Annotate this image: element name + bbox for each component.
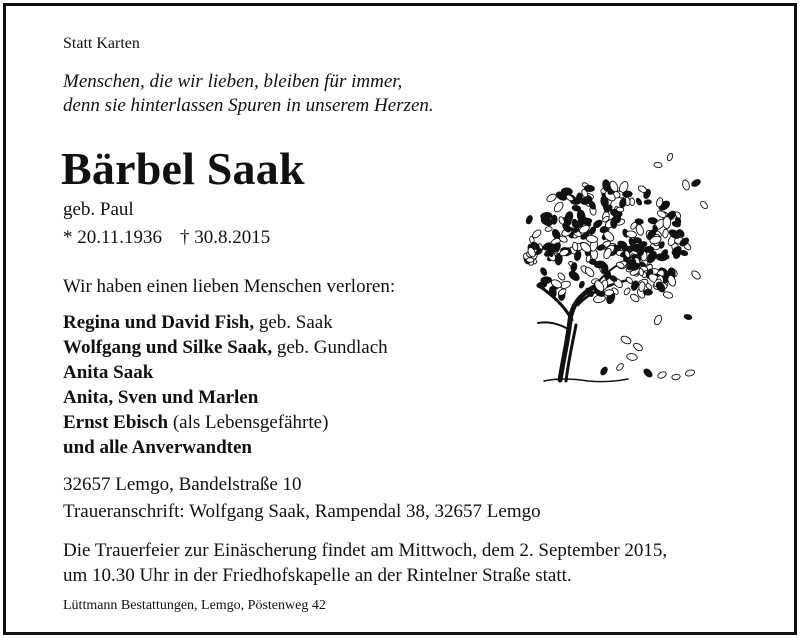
mourner-row: Regina und David Fish, geb. Saak xyxy=(63,312,333,333)
quote-line-1: Menschen, die wir lieben, bleiben für immer, xyxy=(63,71,403,92)
address-line: 32657 Lemgo, Bandelstraße 10 xyxy=(63,474,302,495)
intro-text: Wir haben einen lieben Menschen verloren: xyxy=(63,276,396,297)
death-date: † 30.8.2015 xyxy=(180,227,271,248)
mourning-address: Traueranschrift: Wolfgang Saak, Rampendal 38, 32657 Lemgo xyxy=(63,501,541,522)
mourner-row: Wolfgang und Silke Saak, geb. Gundlach xyxy=(63,337,388,358)
ceremony-line-2: um 10.30 Uhr in der Friedhofskapelle an der Rintelner Straße statt. xyxy=(63,565,572,586)
quote-line-2: denn sie hinterlassen Spuren in unserem Herzen. xyxy=(63,95,434,116)
deceased-name: Bärbel Saak xyxy=(61,143,305,194)
header-text: Statt Karten xyxy=(63,35,140,52)
mourner-row: Anita, Sven und Marlen xyxy=(63,387,259,408)
windblown-tree-icon xyxy=(508,145,718,390)
mourners-list xyxy=(63,313,388,463)
life-dates xyxy=(63,228,270,247)
funeral-home-footer: Lüttmann Bestattungen, Lemgo, Pöstenweg 42 xyxy=(63,598,326,613)
mourner-row: Ernst Ebisch (als Lebensgefährte) xyxy=(63,412,329,433)
birth-date: * 20.11.1936 xyxy=(63,227,163,248)
mourner-row: Anita Saak xyxy=(63,362,154,383)
ceremony-line-1: Die Trauerfeier zur Einäscherung findet am Mittwoch, dem 2. September 2015, xyxy=(63,540,668,561)
mourner-row: und alle Anverwandten xyxy=(63,437,252,458)
birth-name: geb. Paul xyxy=(63,199,134,220)
